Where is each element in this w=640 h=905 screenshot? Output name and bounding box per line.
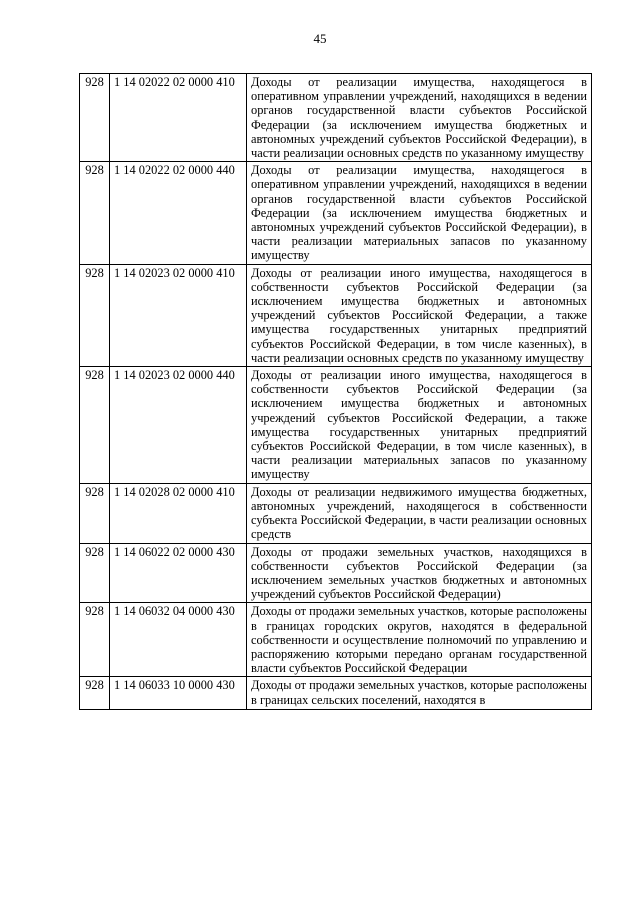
revenue-name-cell: Доходы от реализации имущества, находящегося в оперативном управлении учреждений, находящихся в ведении органов государственной власти субъектов Российской Федерации (за исключением имущества бюджетных и автономных учреждений субъектов Российской Федерации), в части реализации основных средств по указанному имуществу [247,74,592,162]
revenue-name-cell: Доходы от реализации иного имущества, находящегося в собственности субъектов Российской Федерации (за исключением имущества бюджетных и автономных учреждений субъектов Российской Федерации, а также имущества государственных унитарных предприятий субъектов Российской Федерации, в том числе казенных), в части реализации основных средств по указанному имуществу [247,264,592,366]
budget-code-cell: 1 14 06022 02 0000 430 [110,543,247,603]
revenue-name-cell: Доходы от продажи земельных участков, которые расположены в границах городских округов, находятся в федеральной собственности и осуществление полномочий по управлению и распоряжению которыми передано органам государственной власти субъектов Российской Федерации [247,603,592,677]
admin-code-cell: 928 [80,543,110,603]
table-row [80,264,592,366]
budget-code-cell: 1 14 06032 04 0000 430 [110,603,247,677]
budget-code-cell: 1 14 02022 02 0000 440 [110,162,247,264]
budget-code-cell [110,677,247,710]
admin-code-cell: 928 [80,603,110,677]
admin-code-cell: 928 [80,74,110,162]
admin-code-text: 928 [85,678,104,693]
revenue-codes-table [79,73,592,710]
budget-code-cell: 1 14 02028 02 0000 410 [110,483,247,543]
table-row [80,162,592,264]
admin-code-cell: 928 [80,162,110,264]
revenue-name-cell [247,677,592,710]
revenue-name-cell: Доходы от реализации имущества, находящегося в оперативном управлении учреждений, находящихся в ведении органов государственной власти субъектов Российской Федерации (за исключением имущества бюджетных и автономных учреждений субъектов Российской Федерации), в части реализации материальных запасов по указанному имуществу [247,162,592,264]
budget-code-cell: 1 14 02023 02 0000 410 [110,264,247,366]
page-number: 45 [313,31,327,46]
admin-code-cell: 928 [80,483,110,543]
admin-code-cell: 928 [80,367,110,484]
budget-code-cell: 1 14 02022 02 0000 410 [110,74,247,162]
budget-code-text: 1 14 06033 10 0000 430 [114,678,235,693]
table-row [80,543,592,603]
revenue-name-cell: Доходы от реализации иного имущества, находящегося в собственности субъектов Российской Федерации (за исключением имущества бюджетных и автономных учреждений субъектов Российской Федерации, а также имущества государственных унитарных предприятий субъектов Российской Федерации, в том числе казенных), в части реализации материальных запасов по указанному имуществу [247,367,592,484]
table-row [80,367,592,484]
table-row [80,74,592,162]
table-row [80,483,592,543]
budget-code-cell: 1 14 02023 02 0000 440 [110,367,247,484]
admin-code-cell: 928 [80,264,110,366]
revenue-name-text: Доходы от продажи земельных участков, которые расположены в границах сельских поселений, находятся в [251,678,587,707]
revenue-name-cell: Доходы от продажи земельных участков, находящихся в собственности субъектов Российской Федерации (за исключением земельных участков бюджетных и автономных учреждений субъектов Российской Федерации) [247,543,592,603]
table-row [80,603,592,677]
table-row [80,677,592,710]
revenue-name-cell: Доходы от реализации недвижимого имущества бюджетных, автономных учреждений, находящегося в собственности субъекта Российской Федерации, в части реализации основных средств [247,483,592,543]
admin-code-cell [80,677,110,710]
